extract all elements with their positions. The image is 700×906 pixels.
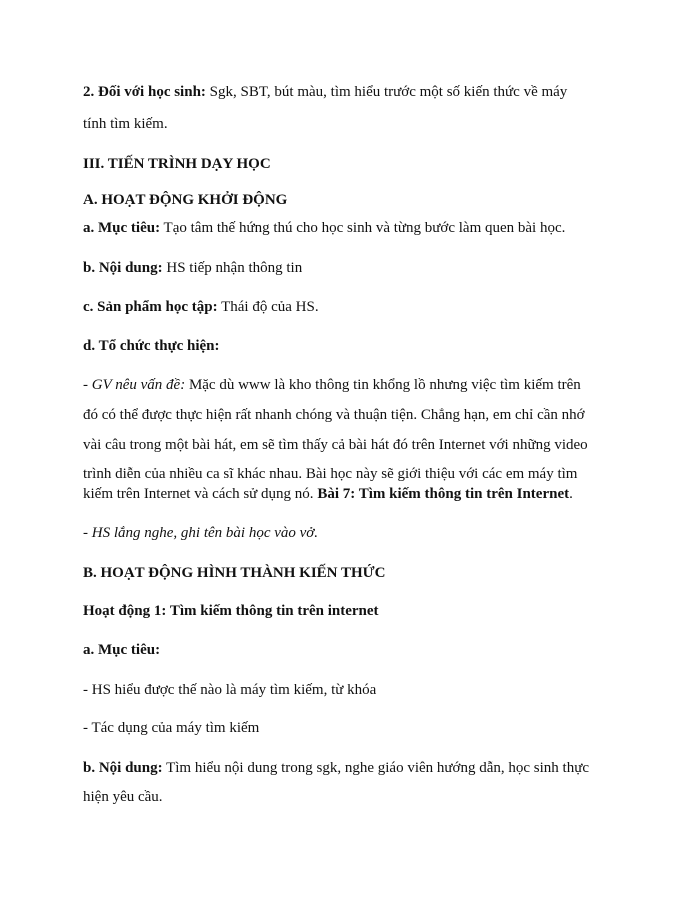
heading-knowledge-activity xyxy=(83,563,385,583)
gv-paragraph-line-1 xyxy=(83,375,581,395)
students-prep-text-cont: tính tìm kiếm. xyxy=(83,116,168,132)
paragraph-students-prep xyxy=(83,82,567,102)
activity-1-title xyxy=(83,601,379,621)
activity-1-title-text: Hoạt động 1: Tìm kiếm thông tin trên internet xyxy=(83,603,379,619)
heading-warmup-activity xyxy=(83,190,287,210)
heading-warmup-activity-text: A. HOẠT ĐỘNG KHỞI ĐỘNG xyxy=(83,192,288,208)
warmup-organize-label: d. Tổ chức thực hiện: xyxy=(83,338,220,354)
gv-text-4: trình diễn của nhiều ca sĩ khác nhau. Bài học này sẽ giới thiệu với các em máy tìm xyxy=(83,466,578,482)
warmup-objective xyxy=(83,218,565,238)
objective-bullet-2 xyxy=(83,718,259,738)
lesson-title: Bài 7: Tìm kiếm thông tin trên Internet xyxy=(317,486,570,502)
heading-teaching-process xyxy=(83,154,271,174)
gv-text-5: kiếm trên Internet và cách sử dụng nó. xyxy=(83,486,318,502)
warmup-product-label: c. Sản phẩm học tập: xyxy=(83,299,218,315)
gv-text-1: Mặc dù www là kho thông tin khổng lồ nhưng việc tìm kiếm trên xyxy=(185,377,581,393)
gv-text-2: đó có thể được thực hiện rất nhanh chóng và thuận tiện. Chẳng hạn, em chỉ cần nhớ xyxy=(83,407,585,423)
gv-paragraph-line-2 xyxy=(83,405,585,425)
warmup-objective-text: Tạo tâm thế hứng thú cho học sinh và từng bước làm quen bài học. xyxy=(160,220,566,236)
gv-intro: - GV nêu vấn đề: xyxy=(83,377,186,393)
objective-bullet-1 xyxy=(83,680,376,700)
warmup-organize xyxy=(83,336,220,356)
paragraph-students-prep-cont xyxy=(83,114,168,134)
warmup-content xyxy=(83,258,302,278)
activity-1-content xyxy=(83,758,589,778)
students-prep-text: Sgk, SBT, bút màu, tìm hiểu trước một số kiến thức về máy xyxy=(205,84,568,100)
activity-1-content-label: b. Nội dung: xyxy=(83,760,163,776)
activity-1-content-cont xyxy=(83,787,163,807)
activity-1-objective xyxy=(83,640,160,660)
hs-listen-text: - HS lắng nghe, ghi tên bài học vào vở. xyxy=(83,525,319,541)
heading-knowledge-activity-text: B. HOẠT ĐỘNG HÌNH THÀNH KIẾN THỨC xyxy=(83,565,386,581)
warmup-content-label: b. Nội dung: xyxy=(83,260,163,276)
gv-paragraph-line-3 xyxy=(83,435,588,455)
gv-text-3: vài câu trong một bài hát, em sẽ tìm thấy cả bài hát đó trên Internet với những video xyxy=(83,437,588,453)
students-prep-label: 2. Đối với học sinh: xyxy=(83,84,206,100)
gv-text-end: . xyxy=(569,486,573,502)
activity-1-content-text-cont: hiện yêu cầu. xyxy=(83,789,163,805)
warmup-product-text: Thái độ của HS. xyxy=(217,299,319,315)
hs-listen xyxy=(83,523,318,543)
objective-bullet-1-text: - HS hiểu được thế nào là máy tìm kiếm, từ khóa xyxy=(83,682,377,698)
gv-paragraph-line-4 xyxy=(83,464,577,484)
heading-teaching-process-text: III. TIẾN TRÌNH DẠY HỌC xyxy=(83,156,271,172)
warmup-objective-label: a. Mục tiêu: xyxy=(83,220,161,236)
warmup-content-text: HS tiếp nhận thông tin xyxy=(162,260,303,276)
gv-paragraph-line-5 xyxy=(83,484,573,504)
warmup-product xyxy=(83,297,319,317)
objective-bullet-2-text: - Tác dụng của máy tìm kiếm xyxy=(83,720,260,736)
activity-1-objective-label: a. Mục tiêu: xyxy=(83,642,161,658)
activity-1-content-text: Tìm hiểu nội dung trong sgk, nghe giáo viên hướng dẫn, học sinh thực xyxy=(162,760,589,776)
